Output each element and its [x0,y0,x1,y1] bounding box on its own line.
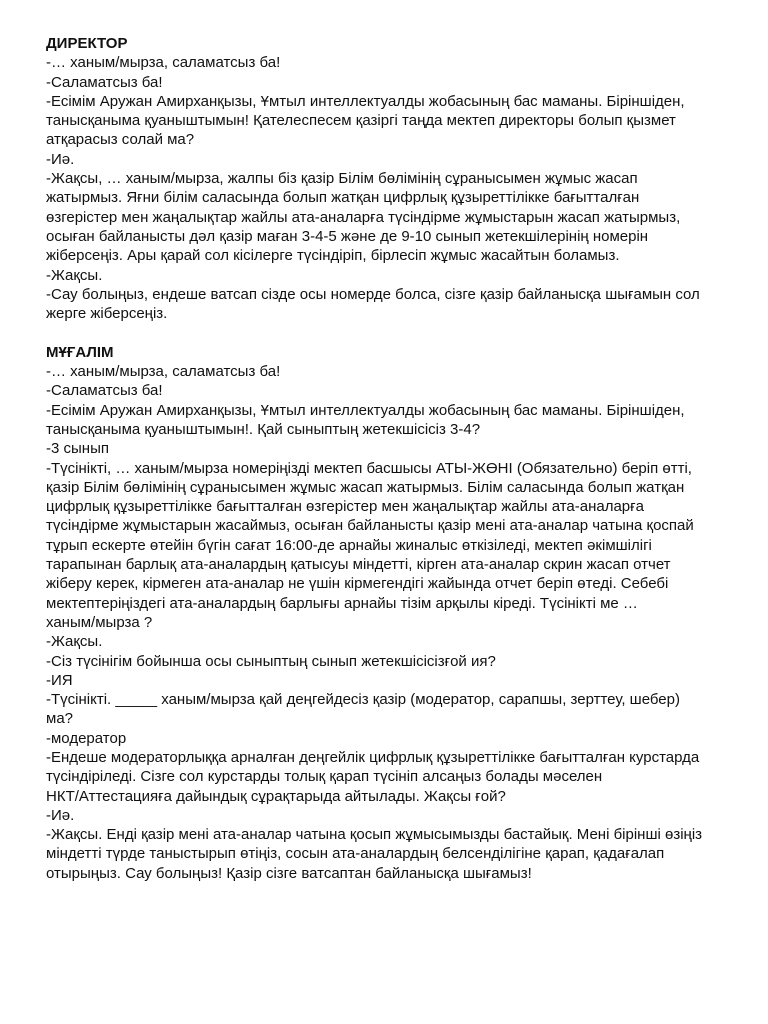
section-director [46,34,736,323]
text-line: жерге жіберсеңіз. [46,305,168,323]
text-line: -Есімім Аружан Амирханқызы, Ұмтыл интеллектуалды жобасының бас маманы. Біріншіден, [46,92,685,110]
text-line: ханым/мырза ? [46,613,153,631]
text-line: танысқаныма қуаныштымын! Қателеспесем қазіргі таңда мектеп директоры болып қызмет [46,112,676,130]
text-line: ма? [46,710,73,728]
text-line: -Сіз түсінігім бойынша осы сыныптың сынып жетекшісісізғой ия? [46,652,496,670]
text-line: міндетті түрде таныстырып өтіңіз, сосын ата-аналардың белсенділігіне қарап, қадағалап [46,845,665,863]
section-teacher [46,343,736,883]
text-line: отырыңыз. Сау болыңыз! Қазір сізге ватсаптан байланысқа шығамыз! [46,864,532,882]
text-line: -3 сынып [46,440,109,458]
text-line: -Ендеше модераторлыққа арналған деңгейлік цифрлық құзыреттілікке бағытталған курстарда [46,748,700,766]
text-line: мектептеріңіздегі ата-аналардың барлығы арнайы тізім арқылы кіреді. Түсінікті ме … [46,594,638,612]
text-line: танысқаныма қуаныштымын!. Қай сыныптың жетекшісісіз 3-4? [46,420,481,438]
text-line: жатырмыз. Яғни білім саласында болып жатқан цифрлық құзыреттілікке бағытталған [46,189,640,207]
text-line: жіберсеңіз. Ары қарай сол кісілерге түсіндіріп, бірлесіп жұмыс жасайтын боламыз. [46,247,620,265]
document-page [46,34,736,883]
text-line: -… ханым/мырза, саламатсыз ба! [46,54,281,72]
text-line: өзгерістер мен жаңалықтар жайлы ата-аналарға түсіндірме жұмыстарын жасап жатырмыз, [46,208,681,226]
text-line: -Жақсы. [46,633,103,651]
text-line: қазір Білім бөлімінің сұранысымен жұмыс жасап жатырмыз. Білім саласында болып жатқан [46,478,685,496]
text-line: -Түсінікті, … ханым/мырза номеріңізді мектеп басшысы АТЫ-ЖӨНІ (Обязательно) беріп өтті, [46,459,692,477]
text-line: жіберу керек, кірмеген ата-аналар не үшін кірмегендігі жайында отчет беріп өтеді. Себебі [46,575,669,593]
section-heading: ДИРЕКТОР [46,35,128,52]
text-line: -Жақсы. Енді қазір мені ата-аналар чатына қосып жұмысымызды бастайық. Мені бірінші өзіңіз [46,826,703,844]
text-line: -Жақсы, … ханым/мырза, жалпы біз қазір Білім бөлімінің сұранысымен жұмыс жасап [46,170,638,188]
text-line: -Есімім Аружан Амирханқызы, Ұмтыл интеллектуалды жобасының бас маманы. Біріншіден, [46,401,685,419]
text-line: түсіндірме жұмыстарын жасаймыз, осыған байланысты қазір мені ата-аналар чатына қоспай [46,517,694,535]
section-spacer [46,323,736,342]
text-line: атқарасыз солай ма? [46,131,195,149]
text-line: -ИЯ [46,671,73,689]
text-line: тұрып ескерте өтейін бүгін сағат 16:00-де арнайы жиналыс өткізіледі, мектеп әкімшілігі [46,536,652,554]
text-line: тарапынан барлық ата-аналардың қатысуы міндетті, кірген ата-аналар скрин жасап отчет [46,556,671,574]
text-line: -Жақсы. [46,266,103,284]
text-line: -Сау болыңыз, ендеше ватсап сізде осы номерде болса, сізге қазір байланысқа шығамын сол [46,285,700,303]
text-line: -модератор [46,729,127,747]
text-line: -Иә. [46,806,75,824]
text-line: НКТ/Аттестацияға дайындық сұрақтарыда айтылады. Жақсы ғой? [46,787,506,805]
text-line: осыған байланысты дәл қазір маған 3-4-5 және де 9-10 сынып жетекшілерінің номерін [46,227,649,245]
section-heading: МҰҒАЛІМ [46,343,114,361]
text-line: -… ханым/мырза, саламатсыз ба! [46,363,281,381]
text-line: цифрлық құзыреттілікке бағытталған өзгерістер мен жаңалықтар жайлы ата-аналарға [46,498,644,516]
text-line: -Түсінікті. _____ ханым/мырза қай деңгейдесіз қазір (модератор, сарапшы, зерттеу, шебер) [46,691,680,709]
text-line: -Иә. [46,150,75,168]
text-line: түсіндіріледі. Сізге сол курстарды толық қарап түсініп алсаңыз болады мәселен [46,768,603,786]
text-line: -Саламатсыз ба! [46,382,163,400]
text-line: -Саламатсыз ба! [46,73,163,91]
